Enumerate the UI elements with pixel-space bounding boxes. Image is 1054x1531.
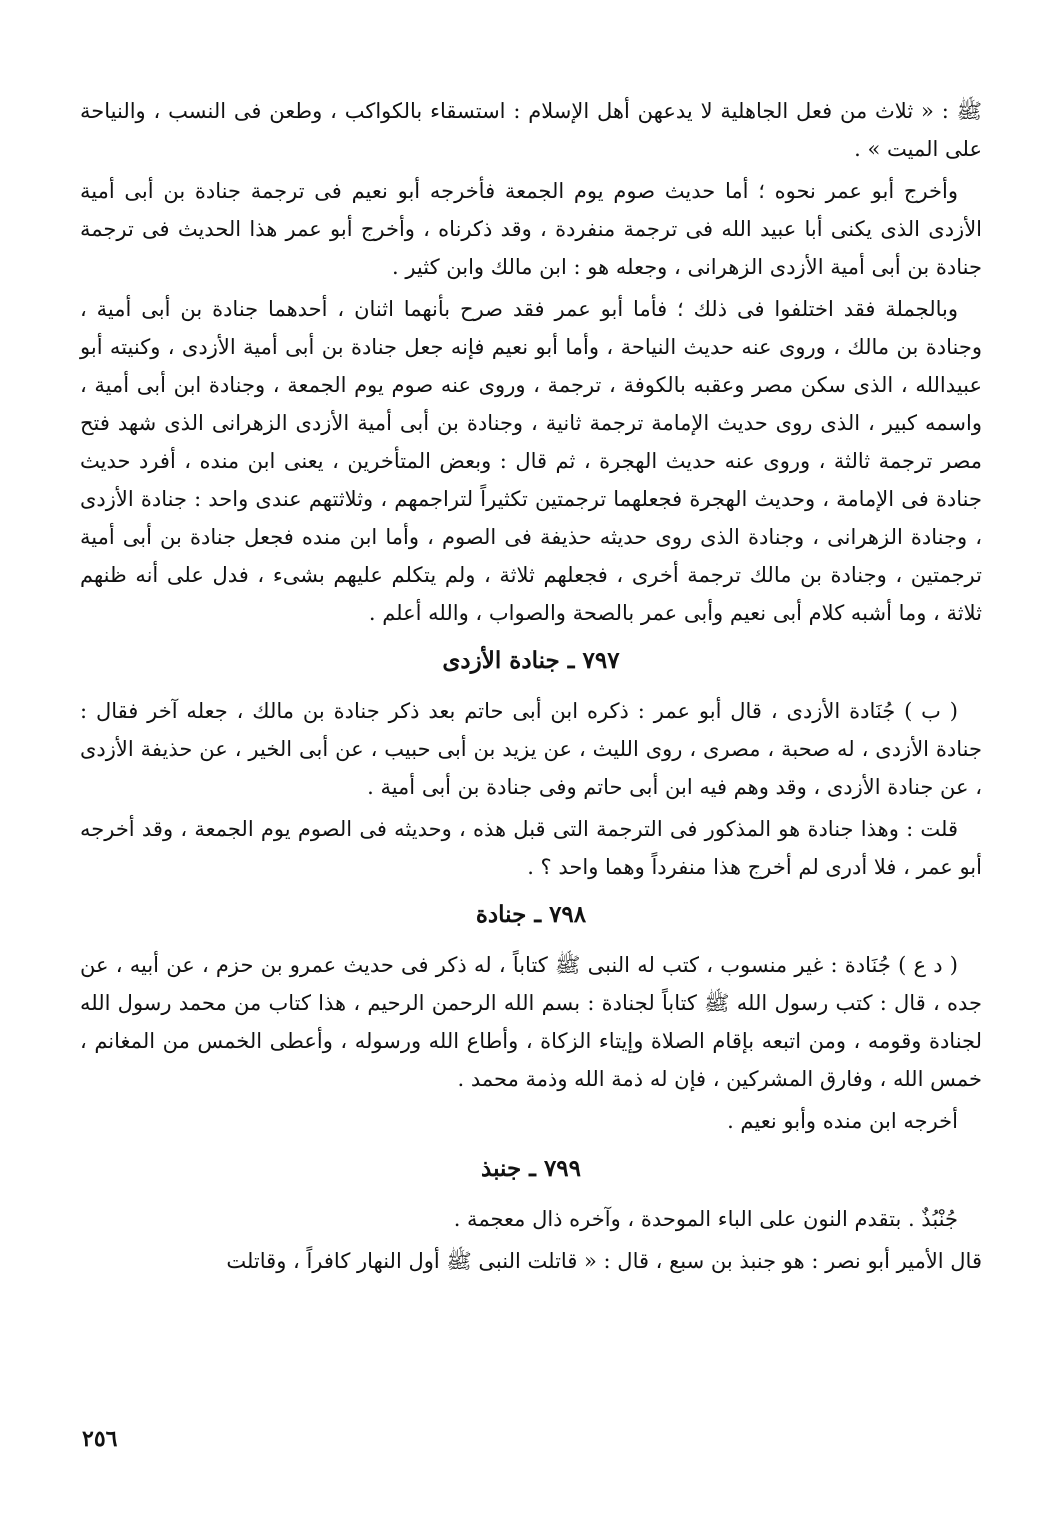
section-798-paragraph-2: أخرجه ابن منده وأبو نعيم . (727, 1109, 958, 1133)
paragraph-top-1: ﷺ : « ثلاث من فعل الجاهلية لا يدعهن أهل الإسلام : استسقاء بالكواكب ، وطعن فى النسب ، والنياحة على الميت » . (80, 99, 982, 161)
section-797-paragraph-1: ( ب ) جُنَادة الأزدى ، قال أبو عمر : ذكره ابن أبى حاتم بعد ذكر جنادة بن مالك ، جعله آخر فقال : جنادة الأزدى ، له صحبة ، مصرى ، روى الليث ، عن يزيد بن أبى حبيب ، عن أبى الخير ، عن حذيفة الأزدى ، عن جنادة الأزدى ، وقد وهم فيه ابن أبى حاتم وفى جنادة بن أبى أمية . (80, 699, 982, 799)
section-797-paragraph-2: قلت : وهذا جنادة هو المذكور فى الترجمة التى قبل هذه ، وحديثه فى الصوم يوم الجمعة ، وقد أخرجه أبو عمر ، فلا أدرى لم أخرج هذا منفرداً وهما واحد ؟ . (80, 817, 982, 879)
section-799-paragraph-2: قال الأمير أبو نصر : هو جنبذ بن سبع ، قال : « قاتلت النبى ﷺ أول النهار كافراً ، وقاتلت (226, 1249, 982, 1273)
section-heading-798: ٧٩٨ ـ جنادة (475, 901, 587, 928)
paragraph-top-2: وأخرج أبو عمر نحوه ؛ أما حديث صوم يوم الجمعة فأخرجه أبو نعيم فى ترجمة جنادة بن أبى أمية الأزدى الذى يكنى أبا عبيد الله فى ترجمة منفردة ، وقد ذكرناه ، وأخرج أبو عمر هذا الحديث فى ترجمة جنادة بن أبى أمية الأزدى الزهرانى ، وجعله هو : ابن مالك وابن كثير . (80, 179, 982, 279)
section-heading-797: ٧٩٧ ـ جنادة الأزدى (442, 647, 620, 674)
section-799-paragraph-1: جُنْبُذٌ . بتقدم النون على الباء الموحدة ، وآخره ذال معجمة . (453, 1207, 958, 1231)
section-798-paragraph-1: ( د ع ) جُنَادة : غير منسوب ، كتب له النبى ﷺ كتاباً ، له ذكر فى حديث عمرو بن حزم ، عن أبيه ، عن جده ، قال : كتب رسول الله ﷺ كتاباً لجنادة : بسم الله الرحمن الرحيم ، هذا كتاب من محمد رسول الله لجنادة وقومه ، ومن اتبعه بإقام الصلاة وإيتاء الزكاة ، وأطاع الله ورسوله ، وأعطى الخمس من المغانم ، خمس الله ، وفارق المشركين ، فإن له ذمة الله وذمة محمد . (80, 953, 982, 1091)
section-heading-799: ٧٩٩ ـ جنبذ (481, 1155, 581, 1182)
page-number: ٢٥٦ (82, 1426, 118, 1452)
paragraph-top-3: وبالجملة فقد اختلفوا فى ذلك ؛ فأما أبو عمر فقد صرح بأنهما اثنان ، أحدهما جنادة بن أبى أمية ، وجنادة بن مالك ، وروى عنه حديث النياحة ، وأما أبو نعيم فإنه جعل جنادة بن أبى أمية الأزدى ، وكنيته أبو عبيدالله ، الذى سكن مصر وعقبه بالكوفة ، ترجمة ، وروى عنه صوم يوم الجمعة ، وجنادة ابن أبى أمية ، واسمه كبير ، الذى روى حديث الإمامة ترجمة ثانية ، وجنادة بن أبى أمية الأزدى الزهرانى الذى شهد فتح مصر ترجمة ثالثة ، وروى عنه حديث الهجرة ، ثم قال : وبعض المتأخرين ، يعنى ابن منده ، أفرد حديث جنادة فى الإمامة ، وحديث الهجرة فجعلهما ترجمتين تكثيراً لتراجمهم ، وثلاثتهم عندى واحد : جنادة الأزدى ، وجنادة الزهرانى ، وجنادة الذى روى حديثه حذيفة فى الصوم ، وأما ابن منده فجعل جنادة بن أبى أمية ترجمتين ، وجنادة بن مالك ترجمة أخرى ، فجعلهم ثلاثة ، ولم يتكلم عليهم بشىء ، فدل على أنه ظنهم ثلاثة ، وما أشبه كلام أبى نعيم وأبى عمر بالصحة والصواب ، والله أعلم . (80, 297, 982, 625)
